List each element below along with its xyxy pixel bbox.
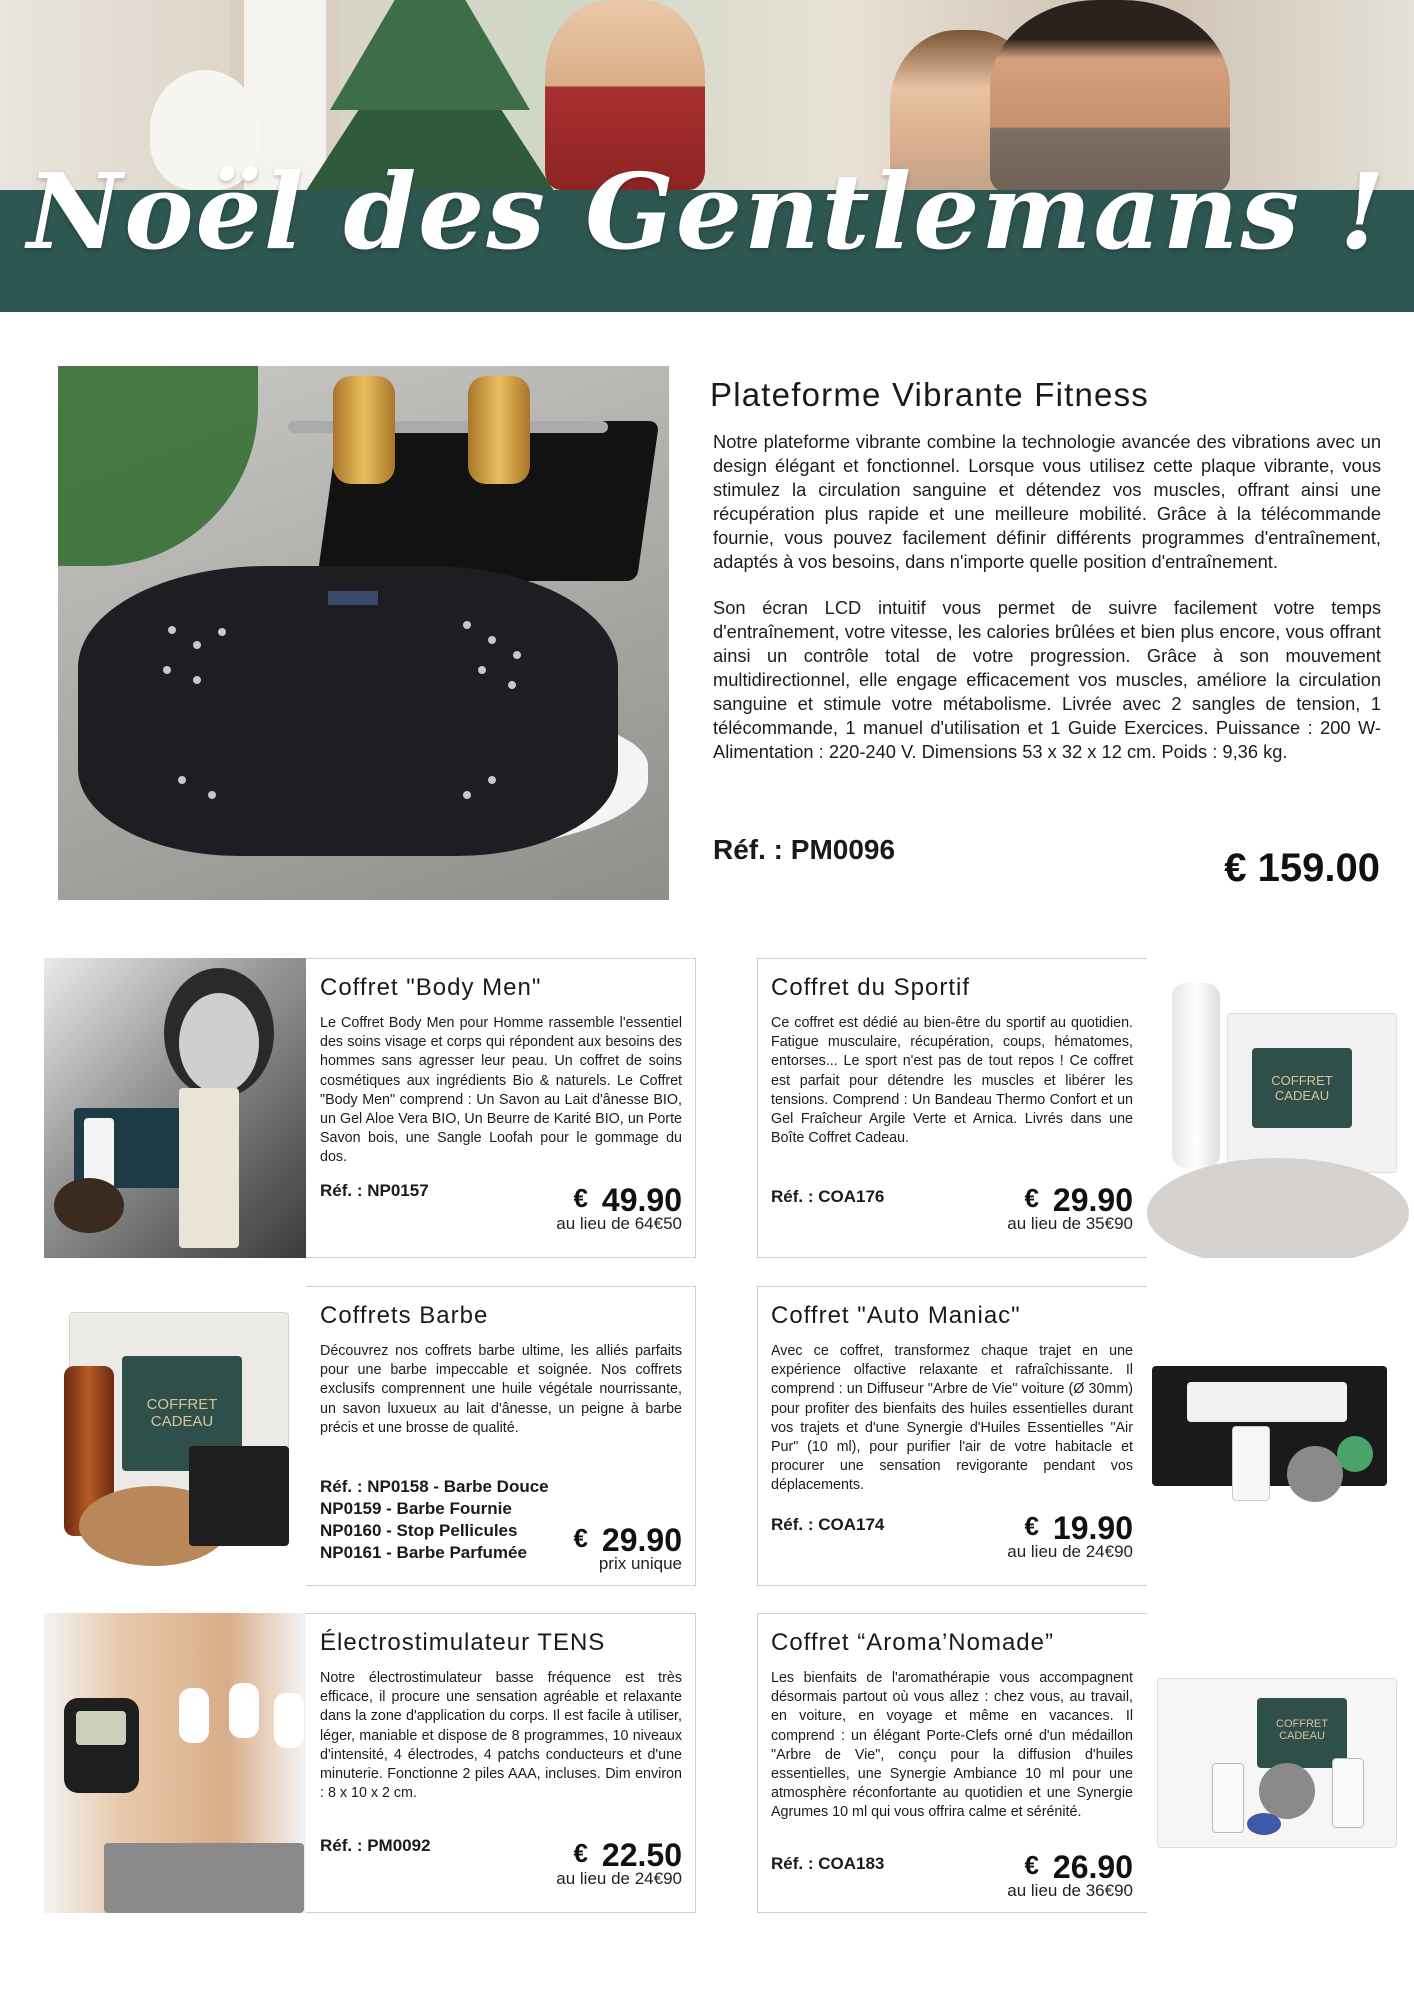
product-reference: Réf. : PM0092 xyxy=(320,1836,431,1855)
keychain-medallion-photo xyxy=(1259,1763,1315,1819)
original-price: au lieu de 24€90 xyxy=(1007,1542,1133,1561)
electrode-pad-photo xyxy=(274,1693,304,1748)
massage-dot xyxy=(488,776,496,784)
massage-dot xyxy=(513,651,521,659)
massage-dot xyxy=(463,791,471,799)
featured-reference: Réf. : PM0096 xyxy=(713,834,896,865)
gift-box-label: COFFRET CADEAU xyxy=(1257,1698,1347,1768)
original-price: au lieu de 24€90 xyxy=(556,1869,682,1888)
featured-title: Plateforme Vibrante Fitness xyxy=(710,376,1149,413)
aroma-nomade-image xyxy=(1147,1613,1409,1913)
auto-maniac-image xyxy=(1147,1286,1409,1586)
product-reference: Réf. : NP0157 xyxy=(320,1181,429,1200)
product-card-tens xyxy=(44,1613,696,1913)
price-value: 26.90 xyxy=(1052,1849,1133,1885)
diffuser-medallion-photo xyxy=(1287,1446,1343,1502)
electrode-pad-photo xyxy=(229,1683,259,1738)
massage-dot xyxy=(478,666,486,674)
massage-dot xyxy=(193,641,201,649)
product-description: Notre électrostimulateur basse fréquence est très efficace, il procure une sensation agréable et relaxante dans la zone d'application du corps. Il est facile à utiliser, léger, maniable et dispose de 8 programmes, 10 niveaux d'intensité, 4 électrodes, 4 patchs conducteurs et d'une minuterie. Fonctionne 2 piles AAA, incluses. Dim environ : 8 x 10 x 2 cm. xyxy=(320,1670,682,1802)
product-description: Le Coffret Body Men pour Homme rassemble l'essentiel des soins visage et corps qui répondent aux besoins des hommes sans agresser leur peau. Un coffret de soins cosmétiques aux ingrédients Bio & naturels. Le Coffret "Body Men" comprend : Un Savon au Lait d'ânesse BIO, un Gel Aloe Vera BIO, Un Beurre de Karité BIO, un Porte Savon bois, une Sangle Loofah pour le gommage du dos. xyxy=(320,1015,682,1166)
shorts-photo xyxy=(104,1843,304,1913)
euro-symbol: € xyxy=(1024,1511,1039,1541)
headband-cushion-photo xyxy=(1147,1158,1409,1258)
product-description: Ce coffret est dédié au bien-être du sportif au quotidien. Fatigue musculaire, récupération, coups, hématomes, entorses... Le sport n'est pas de tout repos ! Ce coffret est parfait pour détendre les muscles et libérer les tensions. Comprend : Un Bandeau Thermo Confort et un Gel Fraîcheur Argile Verte et Arnica. Livrés dans une Boîte Coffret Cadeau. xyxy=(771,1015,1133,1147)
product-reference: NP0159 - Barbe Fournie xyxy=(320,1499,512,1518)
product-card-sportif xyxy=(757,958,1409,1258)
electrode-pad-photo xyxy=(179,1688,209,1743)
massage-dot xyxy=(168,626,176,634)
gel-bottle-photo xyxy=(1172,983,1220,1168)
tens-image xyxy=(44,1613,306,1913)
tens-screen-photo xyxy=(76,1711,126,1745)
price-value: 49.90 xyxy=(601,1182,682,1218)
featured-description xyxy=(713,430,1381,764)
euro-symbol: € xyxy=(1024,1183,1039,1213)
massage-dot xyxy=(163,666,171,674)
plant-photo xyxy=(58,366,258,566)
lcd-screen-photo xyxy=(328,591,378,605)
product-title: Coffret “Aroma’Nomade” xyxy=(771,1629,1054,1656)
barbe-image xyxy=(44,1286,306,1586)
price-value: 22.50 xyxy=(601,1837,682,1873)
massage-dot xyxy=(508,681,516,689)
page-title: Noël des Gentlemans ! xyxy=(27,150,1387,273)
product-title: Coffret "Body Men" xyxy=(320,974,542,1001)
featured-price: € 159.00 xyxy=(1224,846,1380,890)
gift-box-label: COFFRET CADEAU xyxy=(122,1356,242,1471)
product-description: Découvrez nos coffrets barbe ultime, les alliés parfaits pour une barbe impeccable et soignée. Nos coffrets exclusifs comprennent une huile végétale nourrissante, un savon luxueux au lait d'ânesse, un peigne à barbe précis et une brosse de qualité. xyxy=(320,1343,682,1436)
face-photo xyxy=(179,993,259,1093)
featured-paragraph: Notre plateforme vibrante combine la technologie avancée des vibrations avec un design élégant et fonctionnel. Lorsque vous utilisez cette plaque vibrante, vous stimulez la circulation sanguine et détendez vos muscles, offrant ainsi une récupération plus rapide et une meilleure mobilité. Grâce à la télécommande fournie, vous pouvez facilement définir différents programmes d'entraînement, adaptés à vos besoins, dans n'importe quelle position d'entraînement. xyxy=(713,431,1381,572)
product-card-auto-maniac xyxy=(757,1286,1409,1586)
product-description: Avec ce coffret, transformez chaque trajet en une expérience olfactive relaxante et rafraîchissante. Il comprend : un Diffuseur "Arbre de Vie" voiture (Ø 30mm) pour profiter des bienfaits des huiles essentielles durant vos trajets et d'une Synergie d'Huiles Essentielles "Air Pur" (10 ml), pour purifier l'air de votre habitacle et procurer une sensation revigorante pendant vos déplacements. xyxy=(771,1343,1133,1494)
featured-paragraph: Son écran LCD intuitif vous permet de suivre facilement votre temps d'entraînement, votre vitesse, les calories brûlées et bien plus encore, vous offrant ainsi un contrôle total de votre progression. Grâce à son mouvement multidirectionnel, elle engage efficacement vos muscles, améliore la circulation sanguine et stimule votre métabolisme. Livrée avec 2 sangles de tension, 1 télécommande, 1 manuel d'utilisation et 1 Guide Exercices. Puissance : 200 W- Alimentation : 220-240 V. Dimensions 53 x 32 x 12 cm. Poids : 9,36 kg. xyxy=(713,597,1381,762)
product-card-aroma-nomade xyxy=(757,1613,1409,1913)
product-reference: NP0160 - Stop Pellicules xyxy=(320,1521,518,1540)
price-value: 19.90 xyxy=(1052,1510,1133,1546)
original-price: au lieu de 35€90 xyxy=(1007,1214,1133,1233)
original-price: au lieu de 36€90 xyxy=(1007,1881,1133,1900)
product-title: Coffret "Auto Maniac" xyxy=(771,1302,1021,1329)
vibration-plate-image xyxy=(58,366,669,900)
massage-dot xyxy=(488,636,496,644)
product-reference: Réf. : NP0158 - Barbe Douce xyxy=(320,1477,549,1496)
essential-oil-bottle-photo xyxy=(1232,1426,1270,1501)
price-value: 29.90 xyxy=(1052,1182,1133,1218)
euro-symbol: € xyxy=(573,1183,588,1213)
product-title: Électrostimulateur TENS xyxy=(320,1629,606,1656)
essential-oil-bottle-photo xyxy=(1332,1758,1364,1828)
euro-symbol: € xyxy=(1024,1850,1039,1880)
felt-pads-photo xyxy=(1247,1813,1281,1835)
product-card-body-men xyxy=(44,958,696,1258)
sportif-image xyxy=(1147,958,1409,1258)
soap-box-photo xyxy=(189,1446,289,1546)
shea-butter-jar-photo xyxy=(54,1178,124,1233)
header-banner xyxy=(0,0,1414,312)
felt-pads-photo xyxy=(1337,1436,1373,1472)
product-reference: Réf. : COA174 xyxy=(771,1515,885,1534)
euro-symbol: € xyxy=(573,1523,588,1553)
product-reference-list xyxy=(320,1476,549,1564)
vibration-plate-photo xyxy=(78,566,618,856)
euro-symbol: € xyxy=(573,1838,588,1868)
christmas-tree-top-photo xyxy=(330,0,530,110)
loofah-strap-photo xyxy=(179,1088,239,1248)
product-description: Les bienfaits de l'aromathérapie vous accompagnent désormais partout où vous allez : chez vous, au travail, en voiture, en voyage et même en vacances. Il comprend : un élégant Porte-Clefs orné d'un médaillon "Arbre de Vie", conçu pour la diffusion d'huiles essentielles, une Synergie Ambiance 10 ml pour une atmosphère réconfortante au quotidien et une Synergie Agrumes 10 ml qui vous offrira calme et sérénité. xyxy=(771,1670,1133,1821)
massage-dot xyxy=(463,621,471,629)
product-title: Coffret du Sportif xyxy=(771,974,970,1001)
massage-dot xyxy=(208,791,216,799)
dumbbell-weight-photo xyxy=(333,376,395,484)
gift-box-label: COFFRET CADEAU xyxy=(1252,1048,1352,1128)
massage-dot xyxy=(178,776,186,784)
essential-oil-bottle-photo xyxy=(1212,1763,1244,1833)
product-title: Coffrets Barbe xyxy=(320,1302,489,1329)
product-card-barbe xyxy=(44,1286,696,1586)
product-reference: Réf. : COA176 xyxy=(771,1187,885,1206)
product-reference: Réf. : COA183 xyxy=(771,1854,885,1873)
massage-dot xyxy=(218,628,226,636)
dumbbell-weight-photo xyxy=(468,376,530,484)
original-price: au lieu de 64€50 xyxy=(556,1214,682,1233)
product-reference: NP0161 - Barbe Parfumée xyxy=(320,1543,527,1562)
massage-dot xyxy=(193,676,201,684)
gift-box-lid-photo xyxy=(1187,1382,1347,1422)
price-note: prix unique xyxy=(598,1554,682,1573)
body-men-image xyxy=(44,958,306,1258)
price-value: 29.90 xyxy=(601,1522,682,1558)
